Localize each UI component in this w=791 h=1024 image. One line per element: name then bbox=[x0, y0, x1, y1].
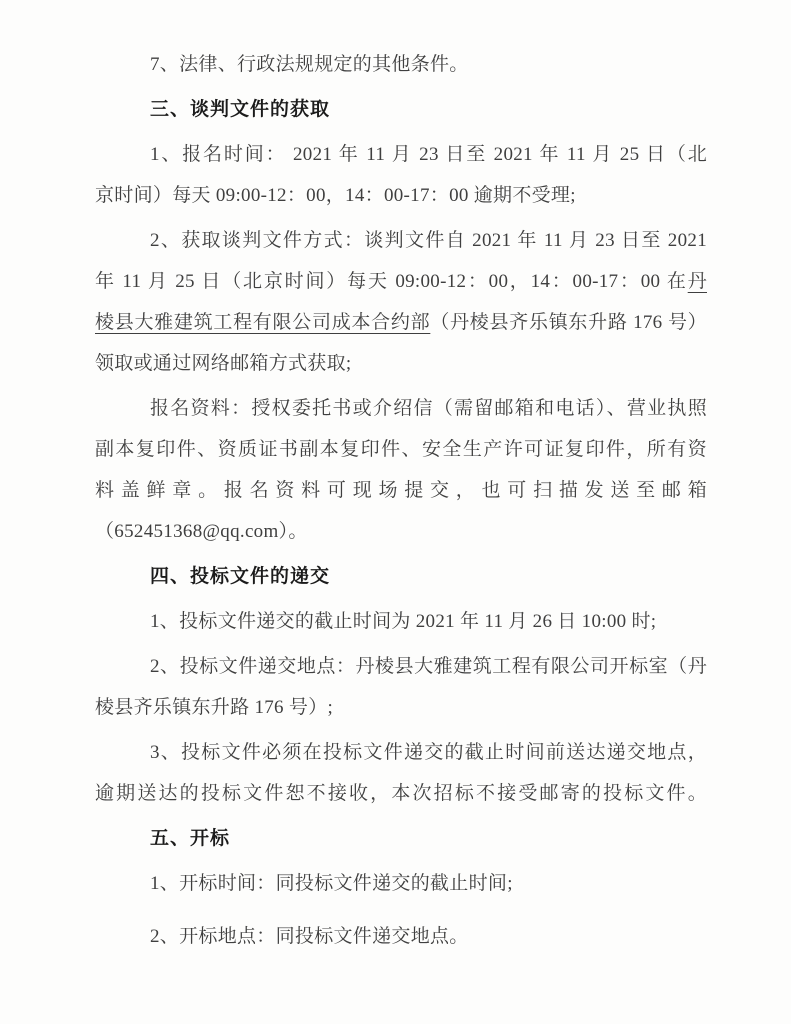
paragraph-item-7-other-conditions bbox=[95, 44, 707, 85]
section-heading-section-5-heading bbox=[95, 818, 707, 859]
section-heading-section-3-heading bbox=[95, 89, 707, 130]
text-segment: 逾期送达的投标文件恕不接收，本次招标不接受邮寄的投标文件。 bbox=[95, 783, 707, 804]
text-line bbox=[95, 916, 707, 957]
text-line bbox=[95, 429, 707, 470]
text-line bbox=[95, 261, 707, 302]
paragraph-bid-opening-time bbox=[95, 863, 707, 904]
text-line bbox=[95, 175, 707, 216]
text-segment: 三、谈判文件的获取 bbox=[150, 99, 331, 120]
text-line bbox=[95, 687, 707, 728]
text-segment: 7、法律、行政法规规定的其他条件。 bbox=[150, 54, 469, 75]
text-segment: 棱县齐乐镇东升路 176 号）; bbox=[95, 697, 334, 718]
text-segment: 2、投标文件递交地点：丹棱县大雅建筑工程有限公司开标室（丹 bbox=[150, 656, 707, 677]
text-line bbox=[95, 44, 707, 85]
text-segment: 1、开标时间：同投标文件递交的截止时间; bbox=[150, 873, 513, 894]
text-line bbox=[95, 302, 707, 343]
text-line bbox=[95, 220, 707, 261]
paragraph-submission-rules bbox=[95, 732, 707, 814]
text-segment: 1、报名时间： 2021 年 11 月 23 日至 2021 年 11 月 25 日（北 bbox=[150, 144, 707, 165]
text-segment: 领取或通过网络邮箱方式获取; bbox=[95, 353, 352, 374]
text-line bbox=[95, 863, 707, 904]
text-segment: 3、投标文件必须在投标文件递交的截止时间前送达递交地点， bbox=[150, 742, 707, 763]
text-line bbox=[95, 511, 707, 552]
document-content bbox=[95, 44, 707, 961]
text-segment: 四、投标文件的递交 bbox=[150, 566, 331, 587]
paragraph-document-acquisition-method bbox=[95, 220, 707, 384]
text-line bbox=[95, 601, 707, 642]
text-line bbox=[95, 646, 707, 687]
section-heading-section-4-heading bbox=[95, 556, 707, 597]
text-line bbox=[95, 89, 707, 130]
text-line bbox=[95, 470, 707, 511]
paragraph-submission-deadline bbox=[95, 601, 707, 642]
text-segment: 报名资料：授权委托书或介绍信（需留邮箱和电话）、营业执照 bbox=[150, 398, 707, 419]
paragraph-registration-materials bbox=[95, 388, 707, 552]
underlined-text: 丹 bbox=[687, 271, 707, 292]
text-line bbox=[95, 134, 707, 175]
paragraph-bid-opening-location bbox=[95, 916, 707, 957]
text-segment: （652451368@qq.com）。 bbox=[95, 521, 308, 542]
text-line bbox=[95, 773, 707, 814]
text-segment: 1、投标文件递交的截止时间为 2021 年 11 月 26 日 10:00 时; bbox=[150, 611, 657, 632]
text-line bbox=[95, 343, 707, 384]
text-segment: 2、开标地点：同投标文件递交地点。 bbox=[150, 926, 469, 947]
paragraph-submission-location bbox=[95, 646, 707, 728]
text-segment: 2、获取谈判文件方式：谈判文件自 2021 年 11 月 23 日至 2021 bbox=[150, 230, 707, 251]
text-segment: 年 11 月 25 日（北京时间）每天 09:00-12：00，14：00-17：00 在 bbox=[95, 271, 688, 292]
text-segment: 京时间）每天 09:00-12：00，14：00-17：00 逾期不受理; bbox=[95, 185, 576, 206]
text-line bbox=[95, 818, 707, 859]
text-segment: 料盖鲜章。报名资料可现场提交，也可扫描发送至邮箱 bbox=[95, 480, 707, 501]
text-line bbox=[95, 388, 707, 429]
text-segment: 副本复印件、资质证书副本复印件、安全生产许可证复印件，所有资 bbox=[95, 439, 707, 460]
text-line bbox=[95, 732, 707, 773]
text-line bbox=[95, 556, 707, 597]
underlined-text: 棱县大雅建筑工程有限公司成本合约部 bbox=[95, 312, 431, 333]
text-segment: （丹棱县齐乐镇东升路 176 号） bbox=[430, 312, 707, 333]
paragraph-registration-time bbox=[95, 134, 707, 216]
text-segment: 五、开标 bbox=[150, 828, 231, 849]
